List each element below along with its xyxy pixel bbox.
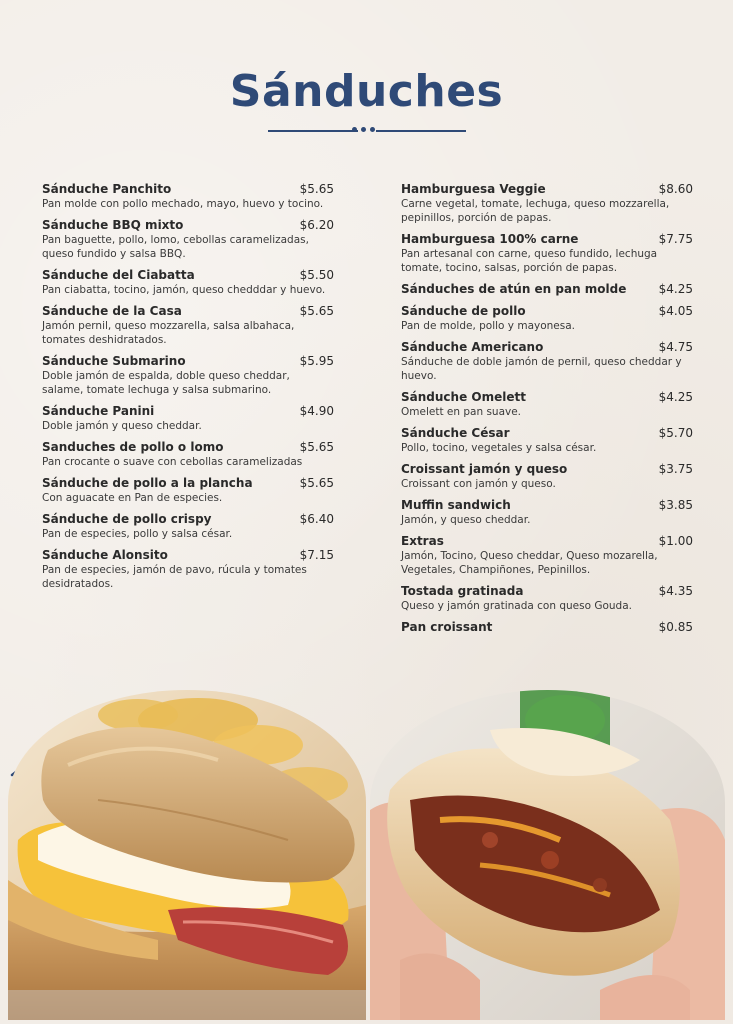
item-description: Pan baguette, pollo, lomo, cebollas caramelizadas, queso fundido y salsa BBQ. [42,234,309,260]
item-name: Sánduche de pollo a la plancha [42,476,253,490]
menu-item [42,476,334,505]
item-name: Sánduches de atún en pan molde [401,282,627,296]
item-description: Pollo, tocino, vegetales y salsa césar. [401,442,597,454]
item-price: $3.85 [658,498,693,512]
ornament-line-right [376,130,466,132]
page-title: Sánduches [229,66,504,117]
item-name: Muffin sandwich [401,498,511,512]
item-price: $4.05 [658,304,693,318]
item-price: $4.75 [658,340,693,354]
item-price: $5.65 [299,182,334,196]
item-name: Sánduche Submarino [42,354,186,368]
menu-item [401,304,693,333]
item-name: Pan croissant [401,620,493,634]
pulled-pork-sandwich-image [370,690,725,1020]
item-description: Pan molde con pollo mechado, mayo, huevo y tocino. [42,198,324,210]
ornament-line-left [268,130,358,132]
menu-item [42,218,334,261]
item-price: $4.35 [658,584,693,598]
menu-item [42,182,334,211]
menu-item [42,404,334,433]
item-description: Queso y jamón gratinada con queso Gouda. [401,600,632,612]
menu-item [401,390,693,419]
item-name: Sánduche BBQ mixto [42,218,184,232]
menu-item [42,304,334,347]
sandwich-photo-right [370,690,725,1020]
sandwich-photo-left [8,690,366,1020]
menu-column-right [401,182,693,642]
item-name: Sánduche del Ciabatta [42,268,195,282]
title-ornament [0,126,733,136]
item-description: Omelett en pan suave. [401,406,522,418]
item-price: $0.85 [658,620,693,634]
item-price: $8.60 [658,182,693,196]
item-description: Pan ciabatta, tocino, jamón, queso chedddar y huevo. [42,284,326,296]
menu-item [401,232,693,275]
menu-item [401,462,693,491]
item-description: Sánduche de doble jamón de pernil, queso cheddar y huevo. [401,356,682,382]
item-name: Extras [401,534,444,548]
item-description: Carne vegetal, tomate, lechuga, queso mozzarella, pepinillos, porción de papas. [401,198,670,224]
item-price: $4.25 [658,390,693,404]
item-name: Sánduche Panini [42,404,155,418]
item-description: Pan de especies, jamón de pavo, rúcula y tomates desidratados. [42,564,307,590]
menu-item [401,282,693,297]
item-description: Croissant con jamón y queso. [401,478,556,490]
item-name: Tostada gratinada [401,584,524,598]
menu-item [401,584,693,613]
item-price: $5.65 [299,304,334,318]
item-name: Sánduche de pollo [401,304,526,318]
menu-column-left [42,182,334,598]
item-price: $6.40 [299,512,334,526]
menu-item [42,354,334,397]
item-description: Pan de molde, pollo y mayonesa. [401,320,576,332]
item-name: Hamburguesa Veggie [401,182,546,196]
ornament-dot [361,127,366,132]
item-description: Pan artesanal con carne, queso fundido, lechuga tomate, tocino, salsas, porción de papas. [401,248,658,274]
menu-item [401,534,693,577]
ciabatta-sandwich-image [8,690,366,1020]
item-name: Hamburguesa 100% carne [401,232,579,246]
ornament-dot [370,127,375,132]
menu-item [401,620,693,635]
item-price: $5.65 [299,440,334,454]
item-description: Con aguacate en Pan de especies. [42,492,223,504]
item-name: Sánduche César [401,426,510,440]
item-description: Jamón pernil, queso mozzarella, salsa albahaca, tomates deshidratados. [42,320,295,346]
menu-item [42,548,334,591]
item-description: Doble jamón de espalda, doble queso cheddar, salame, tomate lechuga y salsa submarino. [42,370,290,396]
item-price: $1.00 [658,534,693,548]
menu-item [401,340,693,383]
item-price: $7.75 [658,232,693,246]
item-price: $6.20 [299,218,334,232]
item-description: Jamón, Tocino, Queso cheddar, Queso mozarella, Vegetales, Champiñones, Pepinillos. [401,550,658,576]
item-name: Sánduche de la Casa [42,304,182,318]
menu-item [42,440,334,469]
item-name: Sánduche Alonsito [42,548,168,562]
menu-item [401,426,693,455]
item-price: $5.95 [299,354,334,368]
ornament-dot [352,127,357,132]
item-name: Sánduche Omelett [401,390,526,404]
item-price: $3.75 [658,462,693,476]
item-price: $5.50 [299,268,334,282]
item-description: Pan de especies, pollo y salsa césar. [42,528,233,540]
menu-item [42,512,334,541]
item-name: Sánduche Panchito [42,182,172,196]
item-name: Sanduches de pollo o lomo [42,440,224,454]
item-price: $5.70 [658,426,693,440]
item-description: Pan crocante o suave con cebollas caramelizadas [42,456,303,468]
item-name: Sánduche de pollo crispy [42,512,212,526]
menu-item [42,268,334,297]
menu-item [401,182,693,225]
item-price: $4.25 [658,282,693,296]
item-name: Sánduche Americano [401,340,544,354]
item-price: $5.65 [299,476,334,490]
item-price: $7.15 [299,548,334,562]
item-description: Jamón, y queso cheddar. [401,514,531,526]
item-description: Doble jamón y queso cheddar. [42,420,202,432]
menu-item [401,498,693,527]
item-name: Croissant jamón y queso [401,462,568,476]
item-price: $4.90 [299,404,334,418]
